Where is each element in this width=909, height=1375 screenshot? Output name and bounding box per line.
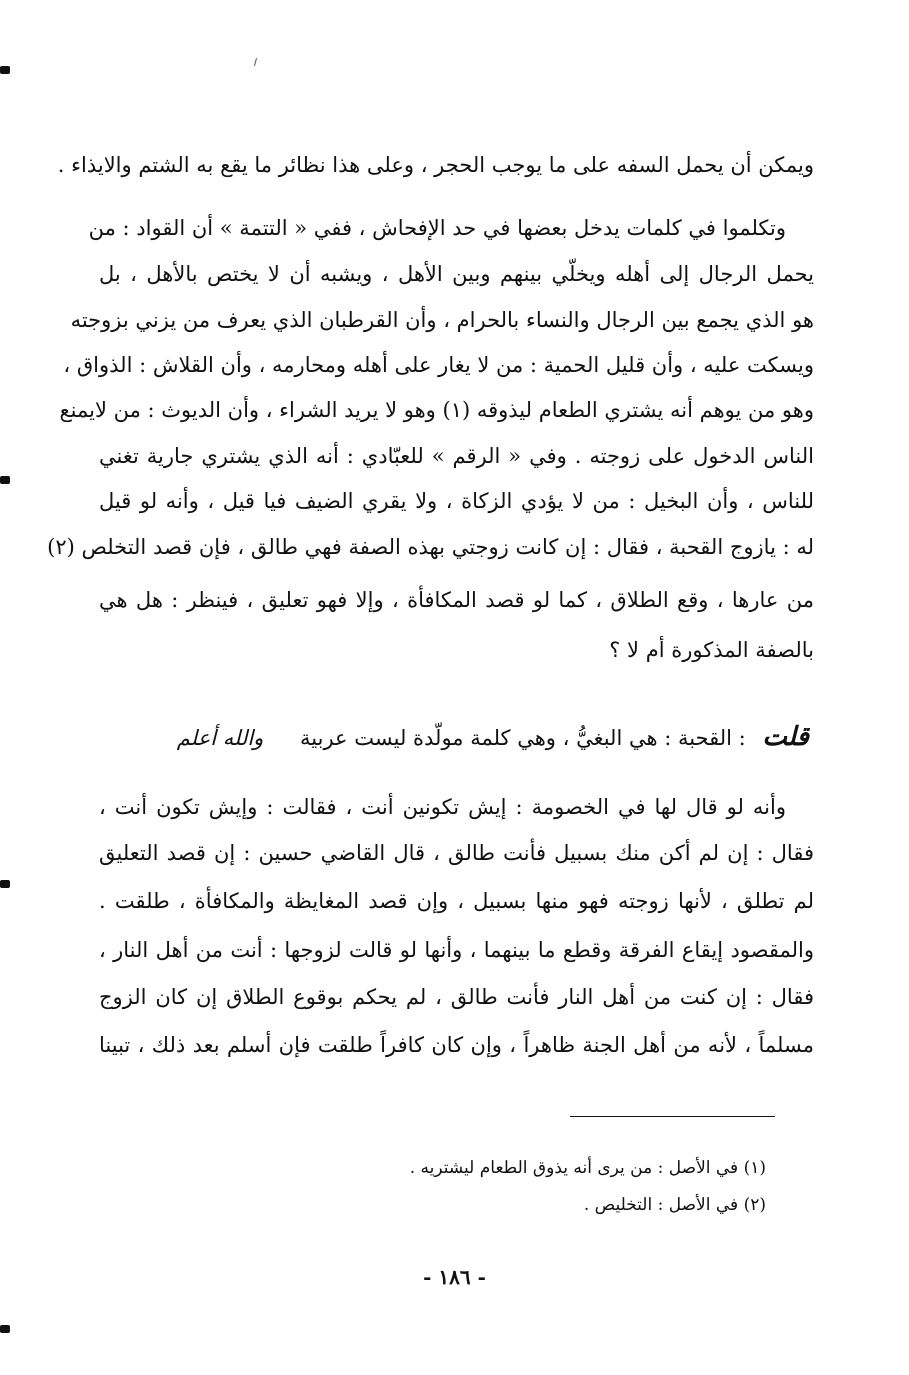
body-line: مسلماً ، لأنه من أهل الجنة ظاهراً ، وإن كان كافراً طلقت فإن أسلم بعد ذلك ، تبينا: [99, 1033, 814, 1057]
body-line: ويمكن أن يحمل السفه على ما يوجب الحجر ، وعلى هذا نظائر ما يقع به الشتم والايذاء .: [57, 153, 814, 177]
footnote: (١) في الأصل : من يرى أنه يذوق الطعام ليشتريه .: [409, 1158, 766, 1178]
binding-mark: [0, 476, 10, 484]
binding-mark: [0, 880, 10, 888]
body-line: من عارها ، وقع الطلاق ، كما لو قصد المكافأة ، وإلا فهو تعليق ، فينظر : هل هي: [99, 588, 814, 612]
body-line: فقال : إن كنت من أهل النار فأنت طالق ، لم يحكم بوقوع الطلاق إن كان الزوج: [99, 985, 814, 1009]
body-line: هو الذي يجمع بين الرجال والنساء بالحرام ، وأن القرطبان الذي يعرف من يزني بزوجته: [70, 308, 814, 332]
body-line: الناس الدخول على زوجته . وفي « الرقم » للعبّادي : أنه الذي يشتري جارية تغني: [99, 444, 814, 468]
body-line: وهو من يوهم أنه يشتري الطعام ليذوقه (١) وهو لا يريد الشراء ، وأن الديوث : من لايمنع: [59, 398, 814, 422]
footnote-divider: [570, 1116, 775, 1117]
body-line: وتكلموا في كلمات يدخل بعضها في حد الإفحاش ، ففي « التتمة » أن القواد : من: [88, 216, 786, 240]
scan-mark: [254, 58, 257, 66]
body-line: للناس ، وأن البخيل : من لا يؤدي الزكاة ، ولا يقري الضيف فيا قيل ، وأنه لو قيل: [99, 489, 814, 513]
page-number: - ١٨٦ -: [423, 1265, 486, 1289]
body-line: فقال : إن لم أكن منك بسبيل فأنت طالق ، قال القاضي حسين : إن قصد التعليق: [99, 841, 814, 865]
binding-mark: [0, 66, 10, 74]
qult-note: [177, 722, 809, 752]
binding-mark: [0, 1325, 10, 1333]
body-line: يحمل الرجال إلى أهله ويخلّي بينهم وبين الأهل ، ويشبه أن لا يختص بالأهل ، بل: [99, 262, 814, 286]
body-line: والمقصود إيقاع الفرقة وقطع ما بينهما ، وأنها لو قالت لزوجها : أنت من أهل النار ،: [99, 938, 814, 962]
qult-tail: والله أعلم: [176, 726, 264, 750]
body-line: بالصفة المذكورة أم لا ؟: [609, 638, 814, 662]
body-line: لم تطلق ، لأنها زوجته فهو منها بسبيل ، وإن قصد المغايظة والمكافأة ، طلقت .: [99, 889, 814, 913]
qult-lead: قلت: [762, 722, 809, 752]
body-line: ويسكت عليه ، وأن قليل الحمية : من لا يغار على أهله ومحارمه ، وأن القلاش : الذواق ،: [63, 353, 814, 377]
body-line: له : يازوج القحبة ، فقال : إن كانت زوجتي بهذه الصفة فهي طالق ، فإن قصد التخلص (٢): [47, 535, 814, 559]
qult-text: : القحبة : هي البغيُّ ، وهي كلمة مولّدة ليست عربية: [300, 726, 746, 750]
body-line: وأنه لو قال لها في الخصومة : إيش تكونين أنت ، فقالت : وإيش تكون أنت ،: [99, 795, 786, 819]
footnote: (٢) في الأصل : التخليص .: [583, 1195, 766, 1215]
